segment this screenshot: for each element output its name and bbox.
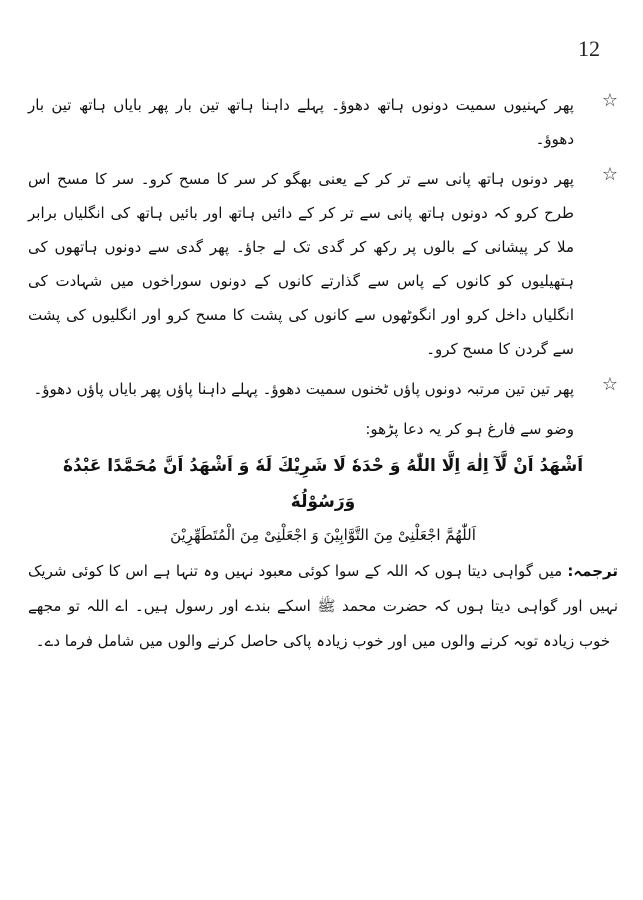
page-content	[28, 88, 618, 659]
instruction-item	[28, 162, 618, 366]
instruction-item	[28, 372, 618, 406]
translation-text: میں گواہی دیتا ہوں کہ اللہ کے سوا کوئی معبود نہیں وہ تنہا ہے اس کا کوئی شریک نہیں اور گواہی دیتا ہوں کہ حضرت محمد ﷺ اسکے بندے اور رسول ہیں۔ اے اللہ تو مجھے خوب زیادہ توبہ کرنے والوں میں اور خوب زیادہ پاکی حاصل کرنے والوں میں شامل فرما دے۔	[28, 562, 618, 650]
instruction-text: پھر کہنیوں سمیت دونوں ہاتھ دھوؤ۔ پہلے داہنا ہاتھ تین بار پھر بایاں ہاتھ تین بار دھوؤ۔	[28, 96, 574, 148]
page-number: 12	[578, 36, 600, 61]
instruction-text: پھر تین تین مرتبہ دونوں پاؤں ٹخنوں سمیت دھوؤ۔ پہلے داہنا پاؤں پھر بایاں پاؤں دھوؤ۔	[33, 380, 574, 398]
star-bullet-icon: ☆	[601, 374, 618, 395]
star-bullet-icon: ☆	[601, 90, 618, 111]
dua-translation	[28, 554, 618, 659]
instruction-text: پھر دونوں ہاتھ پانی سے تر کر کے یعنی بھگو کر سر کا مسح کرو۔ سر کا مسح اس طرح کرو کہ دونوں ہاتھ پانی سے تر کر کے دائیں ہاتھ اور بائیں ہاتھ کی انگلیاں برابر ملا کر پیشانی کے بالوں پر رکھ کر گدی تک لے جاؤ۔ پھر گدی سے دونوں ہاتھوں کی ہتھیلیوں کو کانوں کے پاس سے گذارتے کانوں کے دونوں سوراخوں میں شہادت کی انگلیاں داخل کرو اور انگوٹھوں سے کانوں کی پشت کا مسح کرو اور انگلیوں کی پشت سے گردن کا مسح کرو۔	[28, 170, 574, 358]
dua-arabic-line-1: اَشْهَدُ اَنْ لَّآ اِلٰهَ اِلَّا اللّٰهُ وَ حْدَهٗ لَا شَرِيْكَ لَهٗ وَ اَشْهَدُ اَنَّ مُحَمَّدًا عَبْدُهٗ وَرَسُوْلُهٗ	[62, 456, 584, 512]
instruction-item	[28, 88, 618, 156]
star-bullet-icon: ☆	[601, 164, 618, 185]
dua-arabic-line-2: اَللّٰهُمَّ اجْعَلْنِىْ مِنَ التَّوَّابِيْنَ وَ اجْعَلْنِىْ مِنَ الْمُتَطَهِّرِيْنَ	[170, 526, 476, 544]
dua-intro: وضو سے فارغ ہو کر یہ دعا پڑھو:	[365, 420, 574, 438]
translation-label: ترجمہ:	[567, 562, 618, 580]
